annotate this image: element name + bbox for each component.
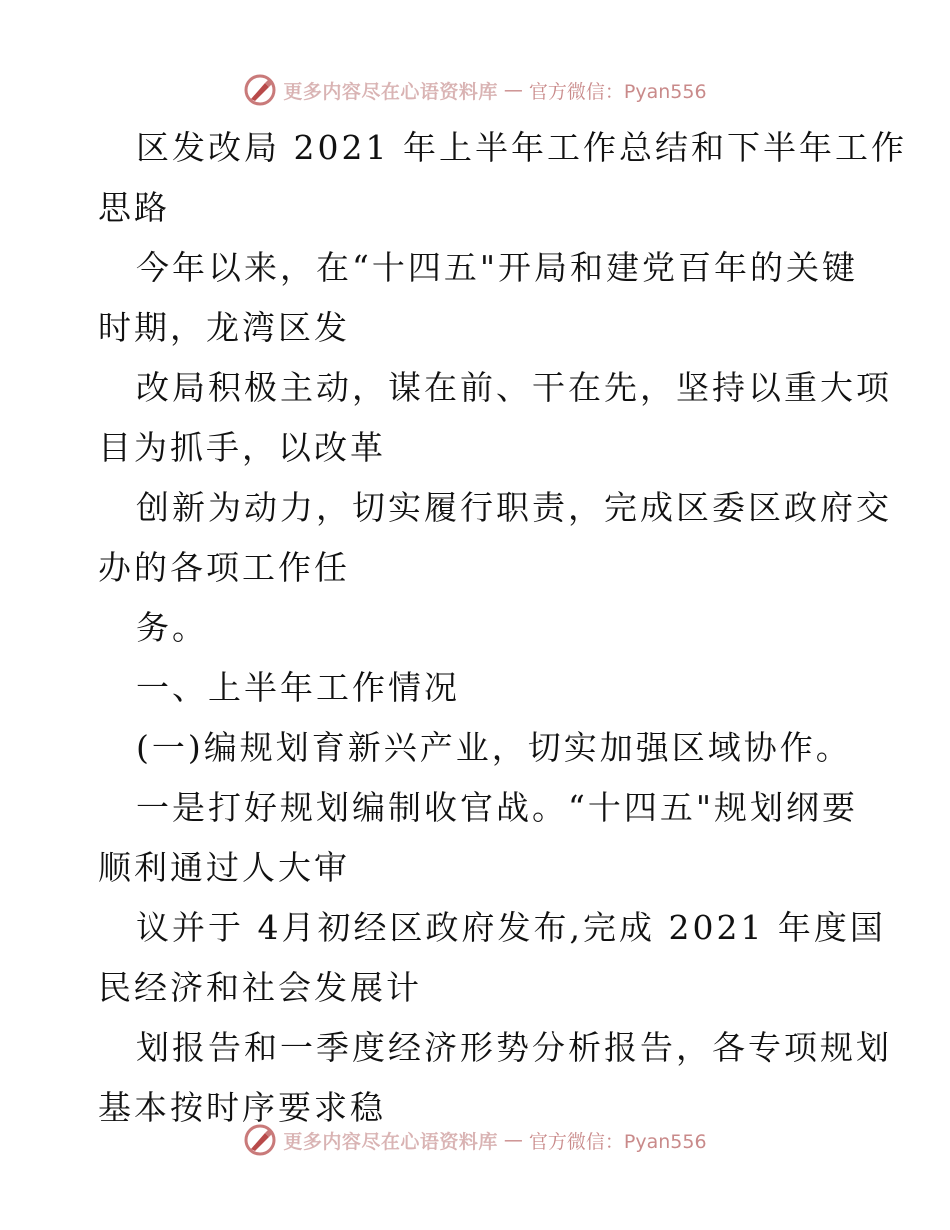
paragraph-line: 民经济和社会发展计 — [98, 968, 422, 1007]
watermark-contact: 官方微信：Pyan556 — [528, 1130, 707, 1153]
paragraph-line: 时期，龙湾区发 — [98, 308, 350, 347]
section-heading — [98, 658, 858, 718]
paragraph-line: 一是打好规划编制收官战。“十四五"规划纲要 — [136, 788, 859, 827]
watermark-brand: 更多内容尽在心语资料库 — [283, 80, 498, 103]
paragraph-line: 改局积极主动，谋在前、干在先，坚持以重大项 — [136, 368, 892, 407]
pen-nib-logo-icon — [243, 73, 277, 107]
pen-nib-logo-icon — [243, 1123, 277, 1157]
paragraph — [98, 478, 892, 598]
paragraph-line: 思路 — [98, 188, 170, 227]
footer-watermark — [0, 1120, 950, 1160]
paragraph — [98, 778, 858, 898]
paragraph-line: (一)编规划育新兴产业，切实加强区域协作。 — [136, 728, 852, 767]
paragraph-line: 基本按时序要求稳 — [98, 1088, 386, 1127]
paragraph-line: 创新为动力，切实履行职责，完成区委区政府交 — [136, 488, 892, 527]
watermark-separator: — — [503, 1129, 523, 1151]
paragraph-line: 议并于 4月初经区政府发布,完成 2021 年度国 — [136, 908, 886, 947]
paragraph-line: 一、上半年工作情况 — [136, 668, 460, 707]
paragraph-line: 顺利通过人大审 — [98, 848, 350, 887]
subsection-heading — [98, 718, 858, 778]
watermark-brand: 更多内容尽在心语资料库 — [283, 1130, 498, 1153]
paragraph-line: 目为抓手，以改革 — [98, 428, 386, 467]
paragraph-line: 今年以来，在“十四五"开局和建党百年的关键 — [136, 248, 859, 287]
paragraph-line: 划报告和一季度经济形势分析报告，各专项规划 — [136, 1028, 892, 1067]
paragraph — [98, 358, 892, 478]
paragraph — [98, 238, 858, 358]
paragraph-line: 区发改局 2021 年上半年工作总结和下半年工作 — [136, 128, 907, 167]
header-watermark — [0, 70, 950, 110]
paragraph-line: 办的各项工作任 — [98, 548, 350, 587]
paragraph-line: 务。 — [136, 608, 208, 647]
paragraph — [98, 898, 886, 1018]
document-body — [98, 118, 907, 1138]
watermark-separator: — — [503, 79, 523, 101]
paragraph — [98, 118, 907, 238]
paragraph — [98, 598, 858, 658]
watermark-contact: 官方微信：Pyan556 — [528, 80, 707, 103]
